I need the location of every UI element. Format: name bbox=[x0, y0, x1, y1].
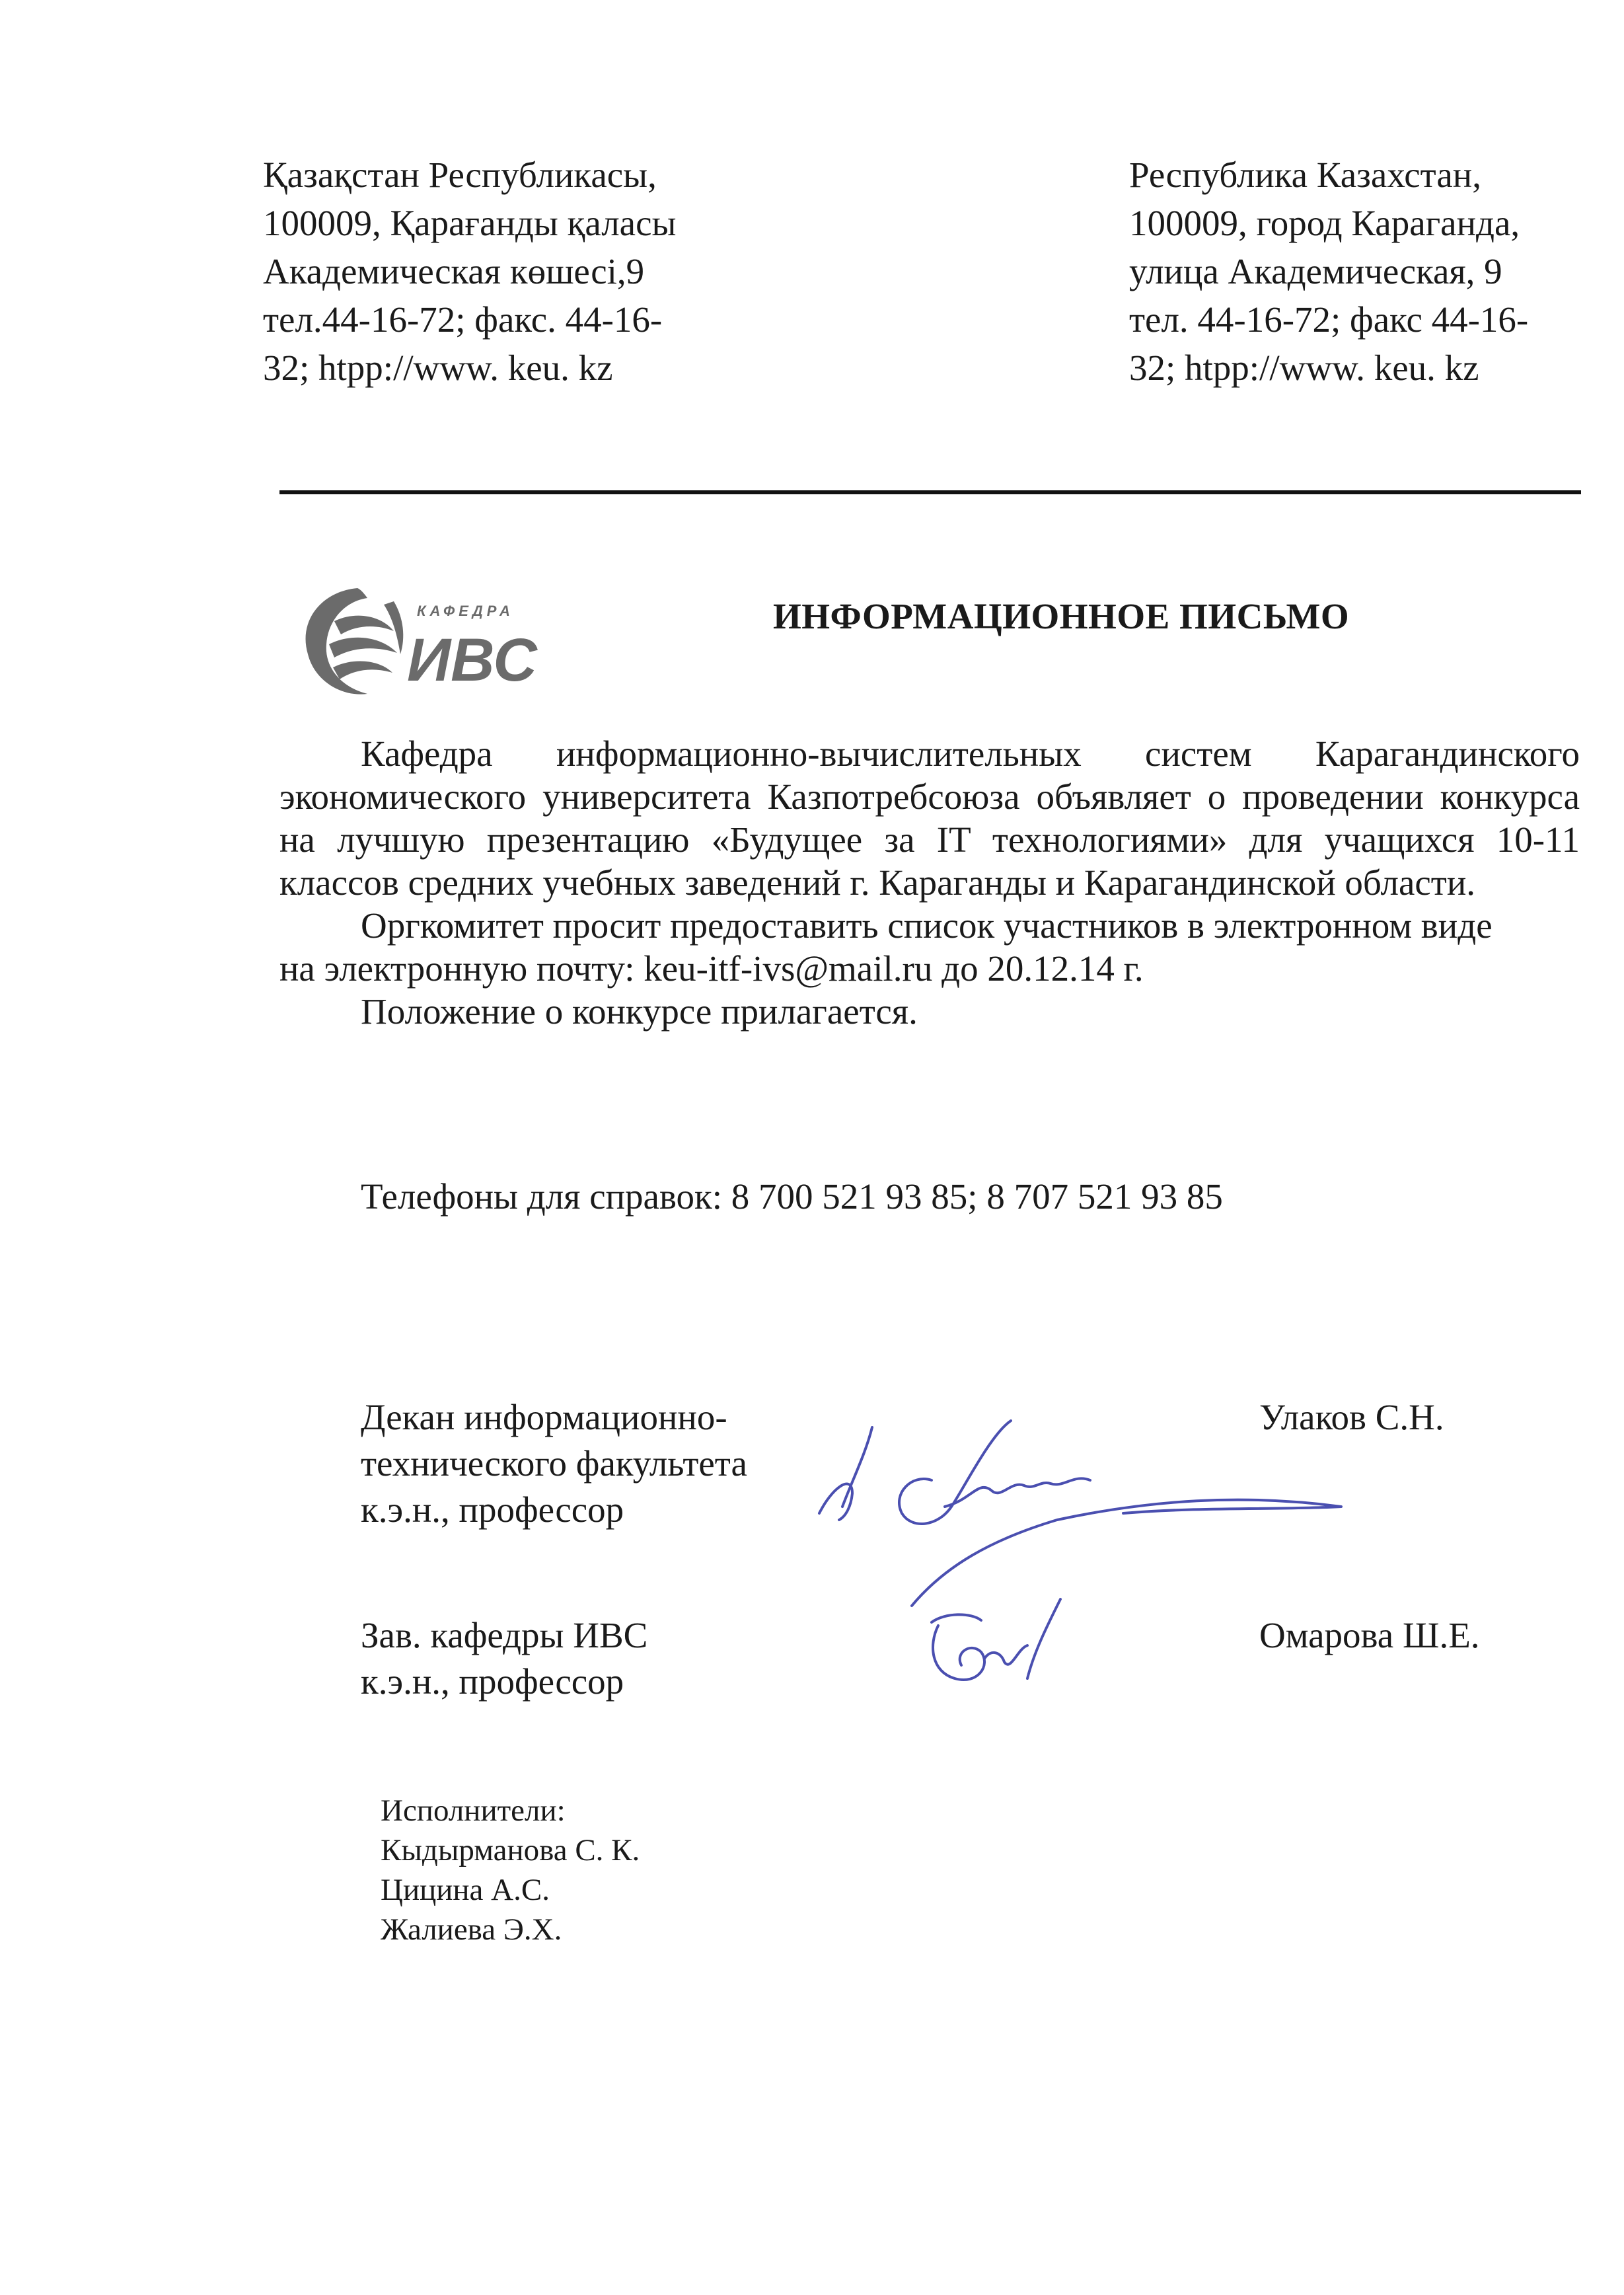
head-signature bbox=[918, 1586, 1077, 1705]
body-paragraph: Положение о конкурсе прилагается. bbox=[361, 991, 918, 1032]
dean-position-line: к.э.н., профессор bbox=[361, 1489, 624, 1530]
logo-letters: ИВС bbox=[407, 626, 537, 694]
dean-position bbox=[361, 1394, 747, 1533]
performer-name: Кыдырманова С. К. bbox=[381, 1833, 640, 1867]
contact-phones: Телефоны для справок: 8 700 521 93 85; 8 707 521 93 85 bbox=[361, 1176, 1223, 1217]
body-paragraph: Оргкомитет просит предоставить список участников в электронном виде bbox=[361, 905, 1493, 946]
logo-caption: КАФЕДРА bbox=[417, 603, 514, 619]
header-address-russian bbox=[1129, 151, 1592, 392]
header-right-line: тел. 44-16-72; факс 44-16- bbox=[1129, 299, 1529, 340]
dean-position-line: Декан информационно- bbox=[361, 1397, 727, 1437]
letter-body bbox=[279, 732, 1580, 1033]
header-left-line: 32; htpp://www. keu. kz bbox=[263, 348, 613, 388]
header-left-line: Қазақстан Республикасы, bbox=[263, 155, 657, 195]
head-position-line: Зав. кафедры ИВС bbox=[361, 1615, 648, 1655]
department-logo bbox=[295, 582, 546, 714]
dean-name: Улаков С.Н. bbox=[1259, 1397, 1444, 1437]
performer-name: Жалиева Э.Х. bbox=[381, 1912, 562, 1947]
head-position-line: к.э.н., профессор bbox=[361, 1661, 624, 1702]
header-right-line: улица Академическая, 9 bbox=[1129, 251, 1502, 291]
head-name: Омарова Ш.Е. bbox=[1259, 1615, 1480, 1655]
header-right-line: 100009, город Караганда, bbox=[1129, 203, 1520, 243]
header-left-line: Академическая көшесі,9 bbox=[263, 251, 645, 291]
body-paragraph: Кафедра информационно-вычислительных систем Карагандинского экономического университета Казпотребсоюза объявляет о проведении конкурса на лучшую презентацию «Будущее за IT технологиями» для учащихся 10-11 классов средних учебных заведений г. Караганды и Карагандинской области. bbox=[279, 734, 1580, 903]
header-left-line: тел.44-16-72; факс. 44-16- bbox=[263, 299, 663, 340]
body-paragraph-continuation: на электронную почту: keu-itf-ivs@mail.ru до 20.12.14 г. bbox=[279, 948, 1144, 989]
header-left-line: 100009, Қарағанды қаласы bbox=[263, 203, 677, 243]
header-address-kazakh bbox=[263, 151, 725, 392]
performer-name: Цицина А.С. bbox=[381, 1873, 550, 1907]
document-title: ИНФОРМАЦИОННОЕ ПИСЬМО bbox=[773, 596, 1350, 636]
header-right-line: Республика Казахстан, bbox=[1129, 155, 1481, 195]
head-position bbox=[361, 1612, 647, 1705]
dean-position-line: технического факультета bbox=[361, 1443, 747, 1484]
header-right-line: 32; htpp://www. keu. kz bbox=[1129, 348, 1479, 388]
performers-block bbox=[381, 1791, 640, 1949]
performers-label: Исполнители: bbox=[381, 1793, 566, 1828]
header-divider bbox=[279, 490, 1581, 494]
